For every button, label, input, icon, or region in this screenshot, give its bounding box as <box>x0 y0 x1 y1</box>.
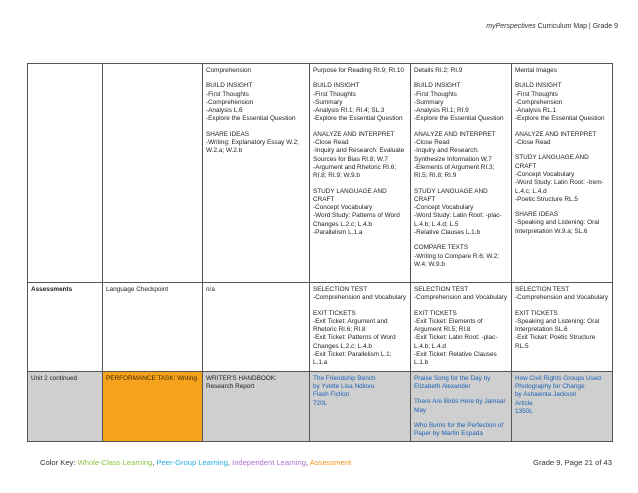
cell-r3-c6 <box>512 371 613 442</box>
cell-line: -Poetic Structure RL.5 <box>515 195 578 203</box>
cell-line: -Concept Vocabulary <box>414 204 474 212</box>
cell-r1-c5 <box>411 64 512 283</box>
cell-line: Comprehension <box>206 67 252 74</box>
cell-line: -Explore the Essential Question <box>313 115 403 123</box>
cell-line: -Exit Ticket: Argument and Rhetoric RI.6; RI.8 <box>313 317 388 334</box>
cell-line: -First Thoughts <box>414 90 457 98</box>
cell-line: -Writing: Explanatory Essay W.2; W.2.a; W.2.b <box>206 139 299 155</box>
cell-line: SELECTION TEST <box>515 286 570 293</box>
page-number: Grade 9, Page 21 of 43 <box>533 458 612 467</box>
cell-line: -Explore the Essential Question <box>515 115 605 123</box>
cell-line: -Inquiry and Research: Evaluate Sources for Bias RI.8; W.7 <box>313 147 405 163</box>
cell-line: -Concept Vocabulary <box>515 170 575 178</box>
cell-line <box>515 124 609 131</box>
cell-line: -Summary <box>414 98 444 106</box>
cell-line: Purpose for Reading RI.9; RI.10 <box>313 67 404 74</box>
cell-line: -Word Study: Latin Root: -plac- L.4.b; L.4.d; L.5 <box>414 212 502 228</box>
row-label-assessments: Assessments <box>28 283 103 372</box>
cell-line: -Word Study: Patterns of Word Changes L.2.c; L.4.b <box>313 212 400 228</box>
cell-line <box>515 204 609 211</box>
cell-line: SELECTION TEST <box>414 286 469 293</box>
cell-line <box>313 124 407 131</box>
cell-line: -Analysis RL.1 <box>515 107 557 115</box>
cell-line: There Are Birds Here by Jamaal May <box>414 398 505 414</box>
key-whole-class: Whole-Class Learning <box>77 458 153 467</box>
cell-line: BUILD INSIGHT <box>206 82 253 90</box>
cell-line: WRITER'S HANDBOOK: <box>206 374 277 382</box>
cell-line: Research Report <box>206 382 255 390</box>
cell-r3-c5 <box>411 371 512 442</box>
cell-line <box>313 75 407 82</box>
cell-line: -Analysis L.6 <box>206 107 243 115</box>
cell-line: SHARE IDEAS <box>515 211 558 219</box>
table-row <box>28 371 613 442</box>
cell-line: -Exit Ticket: Poetic Structure RL.5 <box>515 334 596 350</box>
table-row <box>28 283 613 372</box>
cell-line: -Comprehension <box>515 98 563 106</box>
key-separator: , <box>227 458 233 467</box>
brand-name: myPerspectives <box>486 23 536 30</box>
cell-line: How Civil Rights Groups Used Photography for Change <box>515 374 601 390</box>
cell-line: -Parallelism L.1.a <box>313 229 363 237</box>
cell-line: -Inquiry and Research: Synthesize Information W.7 <box>414 147 492 163</box>
cell-line: STUDY LANGUAGE AND CRAFT <box>414 187 488 203</box>
cell-line <box>515 147 609 154</box>
cell-line: by Ashawnta Jackson <box>515 391 577 399</box>
cell-line: -Explore the Essential Question <box>206 115 296 123</box>
cell-line: -Summary <box>313 98 343 106</box>
cell-line: SHARE IDEAS <box>206 130 249 138</box>
cell-line: -Comprehension and Vocabulary <box>515 294 609 302</box>
cell-line: -Exit Ticket: Patterns of Word Changes L.2.c; L.4.b <box>313 334 396 350</box>
cell-line: -Concept Vocabulary <box>313 204 373 212</box>
cell-line: Details RI.2; RI.9 <box>414 67 463 74</box>
color-key <box>40 458 351 467</box>
cell-line: BUILD INSIGHT <box>414 82 461 90</box>
cell-line <box>414 391 508 398</box>
cell-line <box>313 181 407 188</box>
cell-r3-c3 <box>203 371 310 442</box>
cell-r2-c4 <box>310 283 411 372</box>
cell-r2-c6 <box>512 283 613 372</box>
cell-line: 720L <box>313 399 328 407</box>
cell-line: Mental Images <box>515 67 557 74</box>
page-header <box>486 23 618 30</box>
cell-line: -Comprehension and Vocabulary <box>313 294 407 302</box>
cell-line: Who Burns for the Perfection of Paper by Martín Espada <box>414 421 504 438</box>
cell-line: STUDY LANGUAGE AND CRAFT <box>515 154 589 170</box>
cell-r1-c2 <box>103 64 203 283</box>
cell-line: -First Thoughts <box>515 90 558 98</box>
cell-line: by Yvette Lisa Ndlovu <box>313 382 375 390</box>
cell-line: SELECTION TEST <box>313 286 368 293</box>
cell-line: Praise Song for the Day by <box>414 374 491 382</box>
key-peer-group: Peer-Group Learning <box>156 458 228 467</box>
row-label-unit: Unit 2 continued <box>28 371 103 442</box>
cell-line: -Word Study: Latin Root: -trem-L.4.c; L.4.d <box>515 179 604 195</box>
cell-line <box>414 303 508 310</box>
cell-line: -Exit Ticket: Relative Clauses L.1.b <box>414 351 497 367</box>
cell-line: -Explore the Essential Question <box>414 115 504 123</box>
cell-line: -Writing to Compare R.6; W.2; W.4; W.9.b <box>414 252 500 268</box>
cell-line <box>313 303 407 310</box>
cell-line: EXIT TICKETS <box>515 309 558 317</box>
cell-line: Flash Fiction <box>313 391 350 399</box>
cell-line: -Analysis RI.1; RI.9 <box>414 107 469 115</box>
cell-line: COMPARE TEXTS <box>414 244 469 252</box>
cell-line: Article <box>515 399 533 407</box>
cell-r1-c3 <box>203 64 310 283</box>
cell-line: -Speaking and Listening: Oral Interpretation SL.6 <box>515 317 600 334</box>
cell-line <box>414 415 508 422</box>
cell-line <box>414 75 508 82</box>
key-separator: , <box>306 458 310 467</box>
cell-line <box>414 181 508 188</box>
cell-line: -Exit Ticket: Parallelism L.1; L.1.a <box>313 351 392 367</box>
cell-r2-c5 <box>411 283 512 372</box>
cell-line <box>414 237 508 244</box>
cell-line: BUILD INSIGHT <box>313 82 360 90</box>
cell-line: -Argument and Rhetoric RI.6; RI.8; RI.9; W.9.b <box>313 163 397 180</box>
color-key-label: Color Key: <box>40 458 78 467</box>
key-assessment: Assessment <box>309 458 352 467</box>
cell-line: -Exit Ticket: Latin Root: -plac- L.4.b; L.4.d <box>414 334 498 350</box>
cell-line: -Close Read <box>313 139 349 147</box>
cell-line: 1350L <box>515 407 533 415</box>
performance-task-cell: PERFORMANCE TASK: Writing <box>103 371 203 442</box>
curriculum-table <box>27 63 613 442</box>
cell-r1-c6 <box>512 64 613 283</box>
key-separator: , <box>152 458 157 467</box>
cell-line <box>206 75 306 82</box>
cell-line <box>414 124 508 131</box>
cell-r2-c3: n/a <box>203 283 310 372</box>
cell-r2-c2: Language Checkpoint <box>103 283 203 372</box>
table-row <box>28 64 613 283</box>
cell-r3-c4 <box>310 371 411 442</box>
cell-line: ANALYZE AND INTERPRET <box>515 130 597 138</box>
cell-line: BUILD INSIGHT <box>515 82 562 90</box>
cell-line: STUDY LANGUAGE AND CRAFT <box>313 187 387 203</box>
cell-line: -Close Read <box>515 139 551 147</box>
cell-line: ANALYZE AND INTERPRET <box>313 130 395 138</box>
cell-line: -First Thoughts <box>313 90 356 98</box>
cell-line: -Exit Ticket: Elements of Argument RI.5; RI.8 <box>414 317 483 334</box>
cell-line: EXIT TICKETS <box>313 309 356 317</box>
cell-r1-c4 <box>310 64 411 283</box>
cell-line: Elizabeth Alexander <box>414 382 471 390</box>
cell-line: EXIT TICKETS <box>414 309 457 317</box>
cell-line <box>206 124 306 131</box>
cell-line: -Relative Clauses L.1.b <box>414 229 481 237</box>
cell-line <box>515 75 609 82</box>
cell-line: -Speaking and Listening: Oral Interpretation W.9.a; SL.6 <box>515 219 600 235</box>
cell-line: -Analysis RI.1; RI.4; SL.3 <box>313 107 385 115</box>
cell-line: -Comprehension and Vocabulary <box>414 294 508 302</box>
cell-r1-c1 <box>28 64 103 283</box>
cell-line: ANALYZE AND INTERPRET <box>414 130 496 138</box>
cell-line: The Friendship Bench <box>313 374 376 382</box>
header-title: Curriculum Map | Grade 9 <box>535 23 618 30</box>
cell-line: -Elements of Argument RI.3; RI.5; RI.8; RI.9 <box>414 163 495 180</box>
cell-line: -Comprehension <box>206 98 254 106</box>
cell-line: -First Thoughts <box>206 90 249 98</box>
cell-line <box>515 303 609 310</box>
key-independent: Independent Learning <box>232 458 306 467</box>
cell-line: -Close Read <box>414 139 450 147</box>
